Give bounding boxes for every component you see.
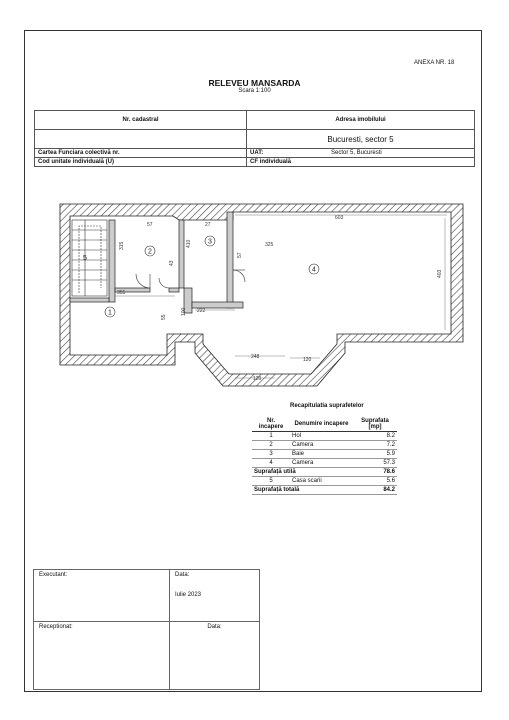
dim-label: 355	[117, 290, 126, 296]
room-number-2: 2	[148, 248, 152, 256]
row-area: 5.9	[353, 450, 397, 459]
document-title: RELEVEU MANSARDA	[208, 78, 301, 88]
col-area-header: Suprafata [mp]	[353, 417, 397, 432]
uat-value: Sector 5, Bucuresti	[328, 149, 475, 158]
room-number-4: 4	[312, 266, 316, 274]
table-row	[252, 450, 397, 459]
scale-label: Scara 1:100	[238, 88, 271, 94]
row-area: 8.2	[353, 432, 397, 441]
receptionat-label: Receptionat:	[39, 624, 73, 630]
col-nr-header: Nr. incapere	[252, 417, 290, 432]
dim-label: 222	[197, 308, 206, 314]
dim-label: 120	[303, 357, 312, 363]
dim-label: 57	[237, 252, 243, 258]
row-area: 5.6	[353, 477, 397, 486]
floor-plan	[55, 198, 465, 393]
total-area-label: Suprafață totală	[252, 486, 353, 495]
row-name: Camera	[290, 441, 353, 450]
table-row	[252, 459, 397, 468]
table-row	[252, 441, 397, 450]
dim-label: 27	[205, 222, 211, 228]
dim-label: 325	[265, 242, 274, 248]
carte-funciara-label: Cartea Funciara colectivă nr.	[35, 149, 247, 158]
address-value: Bucuresti, sector 5	[247, 130, 475, 149]
data-label: Data:	[175, 572, 190, 578]
property-header-table	[34, 110, 475, 167]
dim-label: 100	[181, 307, 187, 316]
row-name: Camera	[290, 459, 353, 468]
cod-unitate-label: Cod unitate individuală (U)	[35, 158, 247, 167]
table-row	[252, 432, 397, 441]
date-cell	[170, 570, 260, 622]
signature-table	[33, 569, 260, 690]
dim-label: 410	[186, 239, 192, 248]
nr-cadastral-value	[35, 130, 247, 149]
row-area: 7.2	[353, 441, 397, 450]
nr-cadastral-label: Nr. cadastral	[35, 111, 247, 130]
row-area: 57.3	[353, 459, 397, 468]
row-name: Hol	[290, 432, 353, 441]
dim-label: 315	[119, 241, 125, 250]
date-cell-2	[170, 622, 260, 690]
dim-label: 43	[169, 260, 175, 266]
row-nr: 5	[252, 477, 290, 486]
dim-label: 603	[335, 215, 344, 221]
row-nr: 2	[252, 441, 290, 450]
annex-number: ANEXA NR. 18	[414, 60, 455, 66]
uat-label: UAT:	[247, 149, 329, 158]
total-area-value: 84.2	[353, 486, 397, 495]
row-name: Baie	[290, 450, 353, 459]
useful-area-row	[252, 468, 397, 477]
recap-title: Recapitulatia suprafetelor	[290, 403, 364, 409]
room-number-1: 1	[108, 309, 112, 317]
useful-area-value: 78.6	[353, 468, 397, 477]
cf-label: CF individuală	[247, 158, 475, 167]
dim-label: 248	[251, 354, 260, 360]
row-nr: 1	[252, 432, 290, 441]
table-row	[252, 477, 397, 486]
data-label-2: Data:	[207, 624, 222, 630]
address-label: Adresa imobilului	[247, 111, 475, 130]
room-number-5: 5	[83, 255, 87, 262]
dim-label: 403	[437, 269, 443, 278]
date-value: Iulie 2023	[175, 592, 202, 598]
row-nr: 4	[252, 459, 290, 468]
dim-label: 120	[253, 376, 262, 382]
receptionat-cell	[34, 622, 170, 690]
recap-table	[252, 417, 397, 495]
useful-area-label: Suprafață utilă	[252, 468, 353, 477]
executant-cell	[34, 570, 170, 622]
executant-label: Executant:	[39, 572, 68, 578]
col-name-header: Denumire incapere	[290, 417, 353, 432]
total-area-row	[252, 486, 397, 495]
dim-label: 57	[147, 222, 153, 228]
row-nr: 3	[252, 450, 290, 459]
room-number-3: 3	[208, 238, 212, 246]
dim-label: 55	[161, 314, 167, 320]
row-name: Casa scarii	[290, 477, 353, 486]
